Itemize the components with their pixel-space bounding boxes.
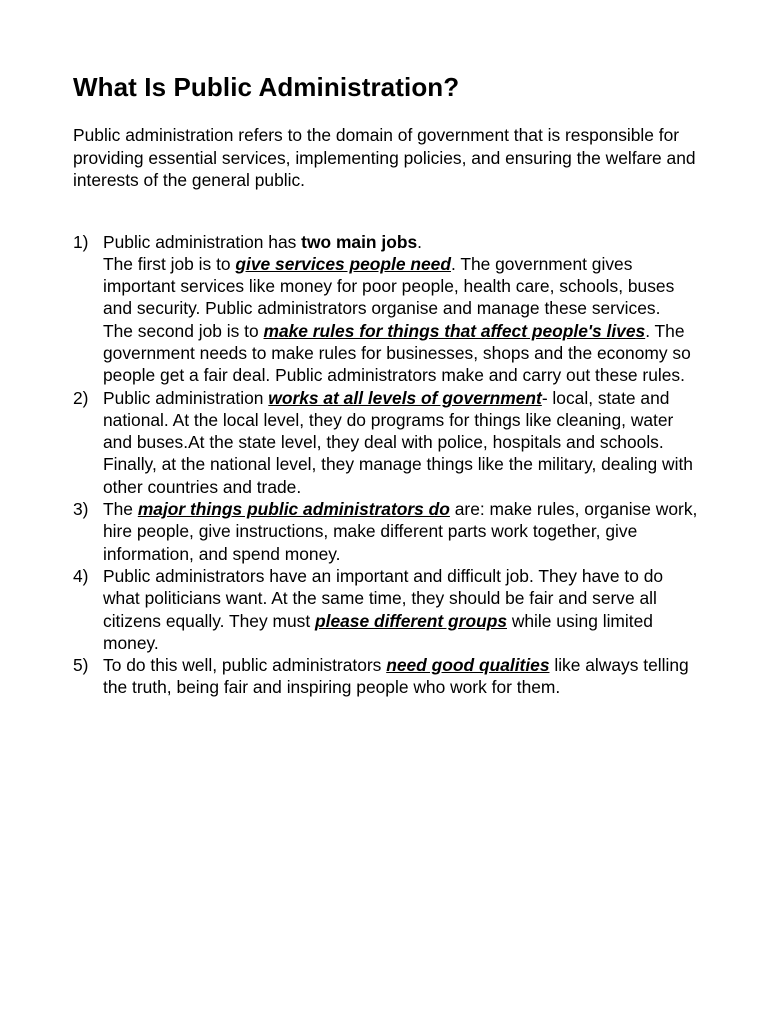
list-number: 2): [73, 387, 89, 408]
text-run: like always telling the truth, being fair and inspiring people who work for them.: [103, 655, 689, 698]
text-run: are: make rules, organise work, hire people, give instructions, make different parts work together, give information, and spend money.: [103, 499, 698, 564]
text-run: . The government needs to make rules for businesses, shops and the economy so people get a fair deal. Public administrators make and carry out these rules.: [103, 320, 691, 386]
point-1-line-1: [103, 231, 701, 253]
emphasis-phrase: make rules for things that affect people's lives: [263, 320, 646, 341]
text-run: The second job is to: [103, 320, 264, 341]
list-item-1: [73, 231, 701, 387]
emphasis-phrase: works at all levels of government: [268, 387, 542, 408]
document-page: [73, 70, 705, 699]
text-run: while using limited money.: [103, 610, 653, 653]
list-item-5: [73, 654, 701, 699]
list-item-3: [73, 498, 701, 565]
point-1-line-2: [103, 253, 701, 320]
page-title: What Is Public Administration?: [73, 72, 460, 102]
list-item-4: [73, 565, 701, 654]
emphasis-phrase: need good qualities: [386, 655, 550, 676]
points-list: [73, 231, 705, 699]
bold-phrase: two main jobs: [301, 231, 418, 252]
point-1-line-3: [103, 320, 701, 387]
text-run: Public administration has: [103, 231, 302, 252]
list-number: 4): [73, 565, 89, 586]
emphasis-phrase: please different groups: [315, 610, 507, 631]
list-number: 3): [73, 499, 89, 520]
text-run: Public administration: [103, 387, 269, 408]
text-run: The: [103, 499, 138, 520]
text-run: - local, state and national. At the local level, they do programs for things like cleaning, water and buses.At the state level, they deal with police, hospitals and schools. Finally, at the national level, they manage things like the military, dealing with other countries and trade.: [103, 387, 693, 497]
emphasis-phrase: major things public administrators do: [137, 499, 450, 520]
list-item-2: [73, 387, 701, 498]
text-run: .: [417, 231, 422, 252]
list-number: 5): [73, 655, 89, 676]
text-run: The first job is to: [103, 253, 236, 274]
emphasis-phrase: give services people need: [235, 253, 451, 274]
text-run: Public administrators have an important and difficult job. They have to do what politicians want. At the same time, they should be fair and serve all citizens equally. They must: [103, 565, 664, 631]
text-run: To do this well, public administrators: [103, 655, 387, 676]
intro-paragraph: Public administration refers to the domain of government that is responsible for providing essential services, implementing policies, and ensuring the welfare and interests of the general public.: [73, 125, 696, 190]
text-run: . The government gives important services like money for poor people, health care, schools, buses and security. Public administrators organise and manage these services.: [103, 253, 675, 319]
list-number: 1): [73, 231, 89, 252]
